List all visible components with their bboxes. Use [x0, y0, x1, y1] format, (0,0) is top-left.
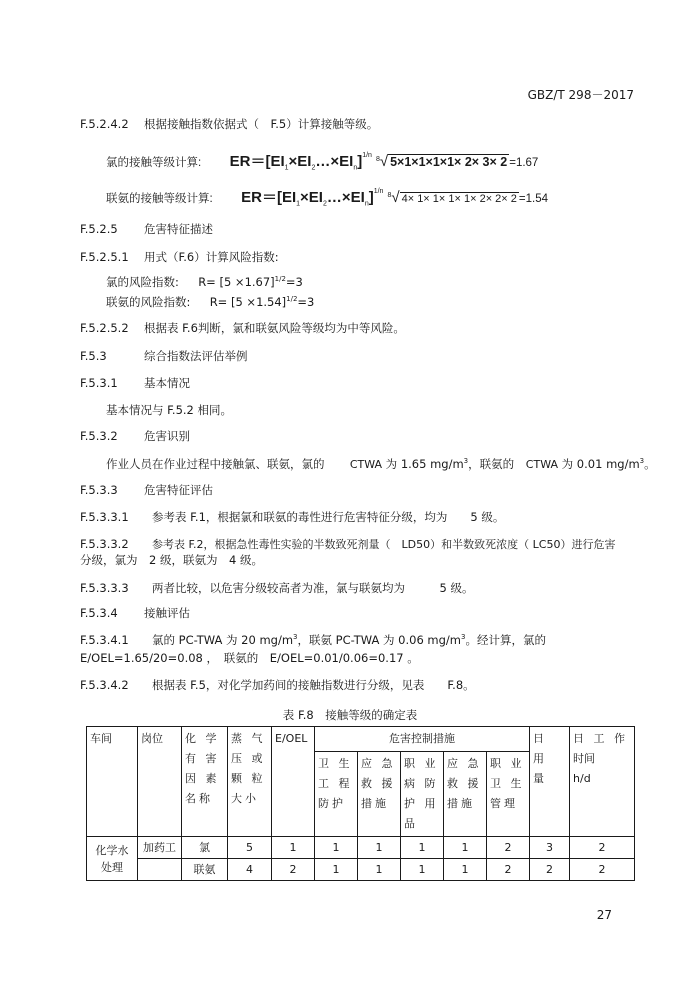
cell-measure: 1	[401, 859, 444, 881]
header-daily-amount	[530, 727, 570, 837]
section-f534	[80, 605, 190, 621]
section-number: F.5.3.3.2	[80, 537, 129, 551]
section-text: 危害识别	[144, 429, 190, 443]
header-line: 卫 生	[318, 757, 353, 770]
er-formula-chlorine	[106, 150, 538, 171]
exponent: 1/2	[286, 295, 298, 304]
ctwa-term: CTWA	[525, 458, 558, 471]
formula-term: ×EI	[300, 189, 323, 206]
exposure-level-table	[86, 726, 635, 881]
text-run: 。	[644, 457, 656, 471]
formula-lhs: ER＝[EI	[241, 189, 297, 206]
section-text: 根据接触指数依据式（ F.5）计算接触等级。	[144, 117, 379, 131]
cell-measure: 2	[487, 837, 530, 859]
section-number: F.5.2.5.2	[80, 321, 129, 335]
section-text: 危害特征描述	[144, 222, 213, 236]
text-run: 氯的 PC-TWA 为 20 mg/m	[152, 633, 294, 647]
formula-lhs: ER＝[EI	[229, 153, 285, 170]
cell-measure: 1	[358, 859, 401, 881]
subscript: n	[364, 200, 369, 208]
section-number: F.5.2.5.1	[80, 250, 129, 264]
header-line: 化 学	[185, 732, 220, 745]
section-text: 参考表 F.2，根据急性毒性实验的半数致死剂量（ LD50）和半数致死浓度（ LC50）进行危害	[152, 538, 616, 551]
paragraph-basic-info: 基本情况与 F.5.2 相同。	[106, 403, 233, 417]
section-number: F.5.3.4.1	[80, 633, 129, 647]
cell-workshop	[87, 837, 138, 881]
section-number: F.5.2.5	[80, 222, 118, 236]
text-run: ，联氨 PC-TWA 为 0.06 mg/m	[297, 633, 461, 647]
section-f533	[80, 482, 213, 498]
cell-measure: 1	[444, 859, 487, 881]
section-f525	[80, 221, 213, 237]
cell-measure: 1	[315, 837, 358, 859]
formula-label: 氯的接触等级计算:	[106, 157, 202, 169]
risk-label: 联氨的风险指数:	[106, 295, 191, 309]
section-number: F.5.3	[80, 349, 107, 363]
header-chemical	[182, 727, 228, 837]
header-post: 岗位	[138, 727, 182, 837]
cell-hours: 2	[570, 837, 635, 859]
risk-result: =3	[285, 275, 303, 289]
risk-formula: R= [5 ×1.67]	[198, 275, 275, 289]
subscript: 2	[322, 200, 327, 208]
header-line: 救 援	[361, 777, 396, 790]
formula-term: ×EI	[288, 153, 312, 170]
cell-chemical: 氯	[182, 837, 228, 859]
superscript: 3	[639, 457, 645, 466]
section-number: F.5.3.1	[80, 376, 118, 390]
header-health-management	[487, 752, 530, 837]
section-f5341-cont: E/OEL=1.65/20=0.08 ， 联氨的 E/OEL=0.01/0.06=0.17 。	[80, 651, 419, 665]
header-engineering-protection	[315, 752, 358, 837]
radical-sign: √	[379, 153, 389, 170]
section-text: 综合指数法评估举例	[144, 349, 248, 363]
standard-code: GBZ/T 298－2017	[527, 88, 634, 102]
header-line: 日 工 作	[573, 732, 629, 745]
section-f5333	[80, 580, 473, 596]
text-run: 作业人员在作业过程中接触氯、联氨，氯的	[106, 457, 325, 471]
table-header-row	[87, 727, 635, 752]
cell-eoel: 2	[272, 859, 315, 881]
section-f5252	[80, 320, 405, 336]
cell-line: 处理	[101, 860, 123, 874]
header-line: 蒸 气	[231, 732, 266, 745]
subscript: 2	[311, 164, 316, 172]
formula-term: …×EI	[326, 189, 365, 206]
table-caption: 表 F.8 接触等级的确定表	[282, 708, 418, 722]
header-line: 管理	[490, 797, 518, 810]
section-text: 用式（F.6）计算风险指数:	[144, 250, 279, 264]
exponent: 1/n	[373, 188, 384, 196]
header-line: 措施	[447, 797, 475, 810]
section-number: F.5.3.4.2	[80, 678, 129, 692]
header-line: 卫 生	[490, 777, 525, 790]
text-run: 为 0.01 mg/m	[558, 457, 640, 471]
header-ppe	[401, 752, 444, 837]
header-line: 救 援	[447, 777, 482, 790]
section-number: F.5.3.3	[80, 483, 118, 497]
section-f53	[80, 348, 248, 364]
header-workshop: 车间	[87, 727, 138, 837]
text-run: 为 1.65 mg/m	[382, 457, 464, 471]
cell-vapor: 4	[228, 859, 272, 881]
cell-days: 2	[530, 859, 570, 881]
cell-measure: 1	[444, 837, 487, 859]
cell-eoel: 1	[272, 837, 315, 859]
radicand: 4× 1× 1× 1× 1× 2× 2× 2	[401, 193, 517, 205]
superscript: 3	[293, 633, 298, 642]
header-line: 职 业	[404, 757, 439, 770]
section-number: F.5.2.4.2	[80, 117, 129, 131]
cell-measure: 1	[315, 859, 358, 881]
risk-formula: R= [5 ×1.54]	[209, 295, 287, 309]
section-text: 接触评估	[144, 606, 190, 620]
header-line: 大小	[231, 792, 259, 805]
cell-chemical: 联氨	[182, 859, 228, 881]
formula-term: …×EI	[315, 153, 354, 170]
header-line: 防护	[318, 797, 346, 810]
section-f532	[80, 428, 190, 444]
page-number: 27	[596, 908, 612, 922]
superscript: 3	[463, 457, 469, 466]
section-f5251	[80, 249, 279, 265]
section-f5331	[80, 509, 504, 525]
header-line: 日 用	[533, 732, 548, 765]
exponent: 1/n	[362, 152, 372, 160]
table-row	[87, 859, 635, 881]
paragraph-hazard-identification	[106, 456, 656, 472]
radicand: 5×1×1×1×1× 2× 3× 2	[390, 155, 508, 169]
subscript: 1	[296, 200, 301, 208]
header-control-measures: 危害控制措施	[315, 727, 530, 752]
header-vapor	[228, 727, 272, 837]
exponent: 1/2	[274, 275, 286, 284]
formula-result: =1.67	[509, 157, 539, 169]
header-line: 有 害	[185, 752, 220, 765]
bracket: ]	[357, 153, 363, 170]
header-line: 护 用	[404, 797, 439, 810]
formula-label: 联氨的接触等级计算:	[106, 193, 213, 205]
risk-index-hydrazine	[106, 294, 314, 310]
header-line: h/d	[573, 772, 591, 785]
section-f5342	[80, 677, 475, 693]
text-run: 。经计算，氯的	[465, 633, 546, 647]
header-work-hours	[570, 727, 635, 837]
root-index: 8	[387, 192, 392, 200]
header-line: 工 程	[318, 777, 353, 790]
header-line: 名称	[185, 792, 213, 805]
header-line: 应 急	[361, 757, 396, 770]
header-line: 因 素	[185, 772, 220, 785]
header-line: 时间	[573, 752, 596, 765]
header-line: 病 防	[404, 777, 439, 790]
cell-days: 3	[530, 837, 570, 859]
cell-line: 化学水	[95, 843, 129, 857]
formula-result: =1.54	[518, 193, 549, 205]
subscript: 1	[284, 164, 289, 172]
header-line: 职 业	[490, 757, 525, 770]
cell-measure: 1	[401, 837, 444, 859]
section-f5341	[80, 632, 546, 648]
header-eoel: E/OEL	[272, 727, 315, 837]
cell-post: 加药工	[138, 837, 182, 859]
risk-result: =3	[297, 295, 315, 309]
cell-measure: 2	[487, 859, 530, 881]
section-f5332	[80, 536, 615, 552]
root-index: 8	[375, 156, 380, 164]
section-text: 根据表 F.6判断，氯和联氨风险等级均为中等风险。	[144, 321, 405, 335]
section-text: 基本情况	[144, 376, 190, 390]
header-emergency-rescue	[358, 752, 401, 837]
header-line: 压 或	[231, 752, 266, 765]
section-text: 参考表 F.1，根据氯和联氨的毒性进行危害特征分级，均为 5 级。	[152, 510, 505, 524]
superscript: 3	[461, 633, 466, 642]
header-line: 应 急	[447, 757, 482, 770]
section-f5242	[80, 116, 378, 132]
header-line: 措施	[361, 797, 389, 810]
cell-post-empty	[138, 859, 182, 881]
risk-index-chlorine	[106, 274, 303, 290]
table-row	[87, 837, 635, 859]
section-f5332-cont: 分级，氯为 2 级，联氨为 4 级。	[80, 553, 263, 567]
er-formula-hydrazine	[106, 186, 548, 207]
bracket: ]	[368, 189, 374, 206]
radical-sign: √	[391, 189, 400, 206]
section-number: F.5.3.3.1	[80, 510, 129, 524]
header-line: 品	[404, 817, 418, 830]
section-f531	[80, 375, 190, 391]
section-text: 危害特征评估	[144, 483, 213, 497]
text-run: ，联氨的	[468, 457, 518, 471]
ctwa-term: CTWA	[349, 458, 383, 471]
section-text: 两者比较，以危害分级较高者为准，氯与联氨均为 5 级。	[152, 581, 474, 595]
cell-measure: 1	[358, 837, 401, 859]
header-emergency-rescue-2	[444, 752, 487, 837]
section-number: F.5.3.2	[80, 429, 118, 443]
subscript: n	[353, 164, 358, 172]
section-number: F.5.3.3.3	[80, 581, 129, 595]
header-line: 量	[533, 772, 548, 785]
section-text: 根据表 F.5，对化学加药间的接触指数进行分级，见表 F.8。	[152, 678, 475, 692]
cell-vapor: 5	[228, 837, 272, 859]
section-number: F.5.3.4	[80, 606, 118, 620]
header-line: 颗 粒	[231, 772, 266, 785]
risk-label: 氯的风险指数:	[106, 275, 179, 289]
cell-hours: 2	[570, 859, 635, 881]
